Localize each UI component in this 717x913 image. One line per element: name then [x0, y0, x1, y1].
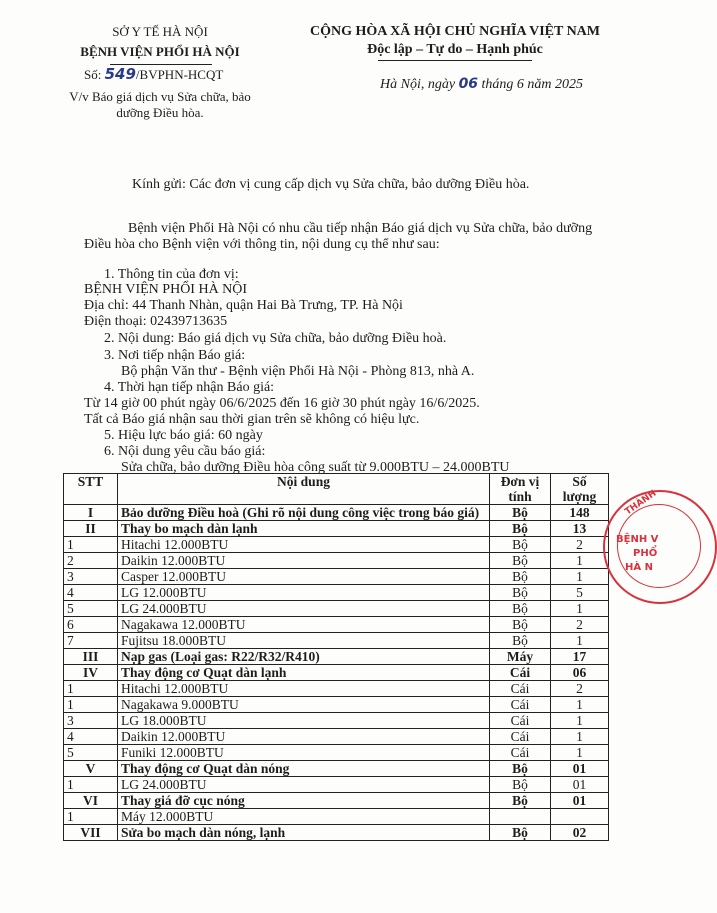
- cell-qty: [551, 809, 609, 825]
- cell-content: LG 12.000BTU: [118, 585, 490, 601]
- document-date: [380, 76, 583, 93]
- cell-content: Bảo dưỡng Điều hoà (Ghi rõ nội dung công việc trong báo giá): [118, 505, 490, 521]
- intro-line-1: Bệnh viện Phổi Hà Nội có nhu cầu tiếp nhận Báo giá dịch vụ Sửa chữa, bảo dưỡng: [128, 221, 593, 236]
- republic-title: CỘNG HÒA XÃ HỘI CHỦ NGHĨA VIỆT NAM: [309, 24, 600, 39]
- cell-unit: Bộ: [490, 585, 551, 601]
- col-header-unit-line1: Đơn vị: [500, 474, 540, 489]
- table-row: [64, 745, 609, 761]
- cell-stt: 1: [64, 777, 118, 793]
- cell-qty: 2: [551, 537, 609, 553]
- stamp-arc-text: THÀNH: [623, 488, 659, 518]
- subject-line-1: V/v Báo giá dịch vụ Sửa chữa, bảo: [69, 89, 251, 104]
- section-4-detail: Từ 14 giờ 00 phút ngày 06/6/2025 đến 16 giờ 30 phút ngày 16/6/2025.: [84, 396, 480, 411]
- section-1-heading: 1. Thông tin của đơn vị:: [104, 267, 239, 282]
- cell-content: Casper 12.000BTU: [118, 569, 490, 585]
- cell-stt: VII: [64, 825, 118, 841]
- header-underline-right: [378, 60, 532, 61]
- cell-content: Nagakawa 12.000BTU: [118, 617, 490, 633]
- cell-content: Hitachi 12.000BTU: [118, 681, 490, 697]
- section-6-detail: Sửa chữa, bảo dưỡng Điều hòa công suất từ 9.000BTU – 24.000BTU: [121, 460, 510, 475]
- cell-qty: 17: [551, 649, 609, 665]
- cell-stt: 3: [64, 713, 118, 729]
- table-row: [64, 585, 609, 601]
- cell-stt: VI: [64, 793, 118, 809]
- cell-content: LG 24.000BTU: [118, 777, 490, 793]
- table-group-row: [64, 793, 609, 809]
- official-stamp: [603, 490, 717, 604]
- table-group-row: [64, 761, 609, 777]
- cell-unit: Máy: [490, 649, 551, 665]
- section-6-heading: 6. Nội dung yêu cầu báo giá:: [104, 444, 266, 459]
- cell-stt: 1: [64, 537, 118, 553]
- cell-content: Thay động cơ Quạt dàn nóng: [118, 761, 490, 777]
- unit-address: Địa chỉ: 44 Thanh Nhàn, quận Hai Bà Trưng, TP. Hà Nội: [84, 298, 403, 313]
- cell-stt: 4: [64, 585, 118, 601]
- cell-qty: 13: [551, 521, 609, 537]
- cell-unit: Cái: [490, 681, 551, 697]
- cell-qty: 01: [551, 777, 609, 793]
- cell-qty: 06: [551, 665, 609, 681]
- cell-qty: 1: [551, 553, 609, 569]
- cell-content: Nagakawa 9.000BTU: [118, 697, 490, 713]
- cell-qty: 2: [551, 617, 609, 633]
- cell-stt: 7: [64, 633, 118, 649]
- quotation-items-table: [63, 473, 609, 841]
- cell-stt: 1: [64, 809, 118, 825]
- col-header-qty-line1: Số: [572, 474, 587, 489]
- table-row: [64, 713, 609, 729]
- cell-unit: Bộ: [490, 777, 551, 793]
- stamp-line-1: BỆNH V: [616, 534, 659, 545]
- cell-content: Funiki 12.000BTU: [118, 745, 490, 761]
- section-2: 2. Nội dung: Báo giá dịch vụ Sửa chữa, bảo dưỡng Điều hoà.: [104, 331, 447, 346]
- stamp-line-2: PHỔ: [633, 548, 658, 559]
- cell-content: Thay bo mạch dàn lạnh: [118, 521, 490, 537]
- unit-phone: Điện thoại: 02439713635: [84, 314, 228, 329]
- cell-unit: Bộ: [490, 633, 551, 649]
- table-row: [64, 729, 609, 745]
- cell-content: Daikin 12.000BTU: [118, 729, 490, 745]
- cell-unit: Bộ: [490, 521, 551, 537]
- cell-qty: 1: [551, 713, 609, 729]
- cell-stt: IV: [64, 665, 118, 681]
- cell-unit: Cái: [490, 697, 551, 713]
- section-4-heading: 4. Thời hạn tiếp nhận Báo giá:: [104, 380, 275, 395]
- cell-stt: 5: [64, 601, 118, 617]
- cell-unit: Bộ: [490, 505, 551, 521]
- cell-qty: 2: [551, 681, 609, 697]
- section-3-heading: 3. Nơi tiếp nhận Báo giá:: [104, 348, 246, 363]
- col-header-stt: STT: [64, 474, 118, 505]
- cell-qty: 01: [551, 793, 609, 809]
- unit-name: BỆNH VIỆN PHỔI HÀ NỘI: [84, 282, 248, 297]
- table-row: [64, 633, 609, 649]
- cell-stt: 1: [64, 697, 118, 713]
- cell-qty: 1: [551, 601, 609, 617]
- cell-content: Máy 12.000BTU: [118, 809, 490, 825]
- col-header-unit-line2: tính: [508, 489, 532, 504]
- date-suffix: tháng 6 năm 2025: [481, 77, 584, 92]
- cell-stt: II: [64, 521, 118, 537]
- cell-qty: 1: [551, 697, 609, 713]
- cell-stt: 5: [64, 745, 118, 761]
- cell-unit: Bộ: [490, 537, 551, 553]
- cell-content: Hitachi 12.000BTU: [118, 537, 490, 553]
- cell-content: Fujitsu 18.000BTU: [118, 633, 490, 649]
- section-4-note: Tất cả Báo giá nhận sau thời gian trên sẽ không có hiệu lực.: [84, 412, 420, 427]
- cell-stt: 1: [64, 681, 118, 697]
- cell-qty: 01: [551, 761, 609, 777]
- cell-unit: Cái: [490, 665, 551, 681]
- table-row: [64, 809, 609, 825]
- table-row: [64, 777, 609, 793]
- cell-qty: 02: [551, 825, 609, 841]
- cell-unit: Cái: [490, 713, 551, 729]
- cell-unit: Bộ: [490, 761, 551, 777]
- ministry-name: SỞ Y TẾ HÀ NỘI: [112, 24, 208, 39]
- doc-number-handwritten: 549: [104, 65, 136, 83]
- table-row: [64, 553, 609, 569]
- table-body: [64, 505, 609, 841]
- table-row: [64, 697, 609, 713]
- cell-unit: Bộ: [490, 825, 551, 841]
- date-prefix: Hà Nội, ngày: [380, 77, 456, 92]
- doc-number-prefix: Số:: [84, 67, 102, 82]
- table-row: [64, 617, 609, 633]
- cell-stt: III: [64, 649, 118, 665]
- col-header-qty-line2: lượng: [562, 489, 597, 504]
- col-header-unit: [490, 474, 551, 505]
- table-group-row: [64, 825, 609, 841]
- cell-unit: Cái: [490, 729, 551, 745]
- hospital-name: BỆNH VIỆN PHỔI HÀ NỘI: [80, 44, 240, 59]
- cell-stt: 4: [64, 729, 118, 745]
- table-group-row: [64, 665, 609, 681]
- section-3-detail: Bộ phận Văn thư - Bệnh viện Phổi Hà Nội - Phòng 813, nhà A.: [121, 364, 475, 379]
- cell-stt: 3: [64, 569, 118, 585]
- cell-unit: Bộ: [490, 617, 551, 633]
- cell-unit: Bộ: [490, 601, 551, 617]
- cell-qty: 1: [551, 745, 609, 761]
- table-row: [64, 601, 609, 617]
- cell-content: Thay động cơ Quạt dàn lạnh: [118, 665, 490, 681]
- table-group-row: [64, 649, 609, 665]
- cell-unit: Bộ: [490, 793, 551, 809]
- table-group-row: [64, 505, 609, 521]
- cell-qty: 1: [551, 633, 609, 649]
- table-row: [64, 681, 609, 697]
- document-number: [84, 66, 223, 83]
- cell-qty: 148: [551, 505, 609, 521]
- cell-content: Thay giá đỡ cục nóng: [118, 793, 490, 809]
- cell-unit: Bộ: [490, 569, 551, 585]
- section-5: 5. Hiệu lực báo giá: 60 ngày: [104, 428, 263, 443]
- date-day-handwritten: 06: [458, 76, 479, 92]
- cell-stt: 6: [64, 617, 118, 633]
- intro-line-2: Điều hòa cho Bệnh viện với thông tin, nội dung cụ thể như sau:: [84, 237, 440, 252]
- stamp-line-3: HÀ N: [625, 562, 653, 573]
- cell-unit: Cái: [490, 745, 551, 761]
- cell-content: Sửa bo mạch dàn nóng, lạnh: [118, 825, 490, 841]
- subject-line-2: dưỡng Điều hòa.: [116, 105, 204, 120]
- cell-unit: [490, 809, 551, 825]
- cell-qty: 5: [551, 585, 609, 601]
- cell-qty: 1: [551, 729, 609, 745]
- motto: Độc lập – Tự do – Hạnh phúc: [367, 42, 543, 57]
- table-row: [64, 537, 609, 553]
- cell-stt: V: [64, 761, 118, 777]
- cell-content: Nạp gas (Loại gas: R22/R32/R410): [118, 649, 490, 665]
- cell-content: LG 18.000BTU: [118, 713, 490, 729]
- doc-number-suffix: /BVPHN-HCQT: [135, 67, 224, 82]
- cell-stt: 2: [64, 553, 118, 569]
- cell-content: LG 24.000BTU: [118, 601, 490, 617]
- cell-qty: 1: [551, 569, 609, 585]
- cell-content: Daikin 12.000BTU: [118, 553, 490, 569]
- col-header-content: Nội dung: [118, 474, 490, 505]
- cell-stt: I: [64, 505, 118, 521]
- cell-unit: Bộ: [490, 553, 551, 569]
- recipient-line: Kính gửi: Các đơn vị cung cấp dịch vụ Sửa chữa, bảo dưỡng Điều hòa.: [132, 177, 530, 192]
- table-row: [64, 569, 609, 585]
- table-header-row: [64, 474, 609, 505]
- col-header-qty: [551, 474, 609, 505]
- table-group-row: [64, 521, 609, 537]
